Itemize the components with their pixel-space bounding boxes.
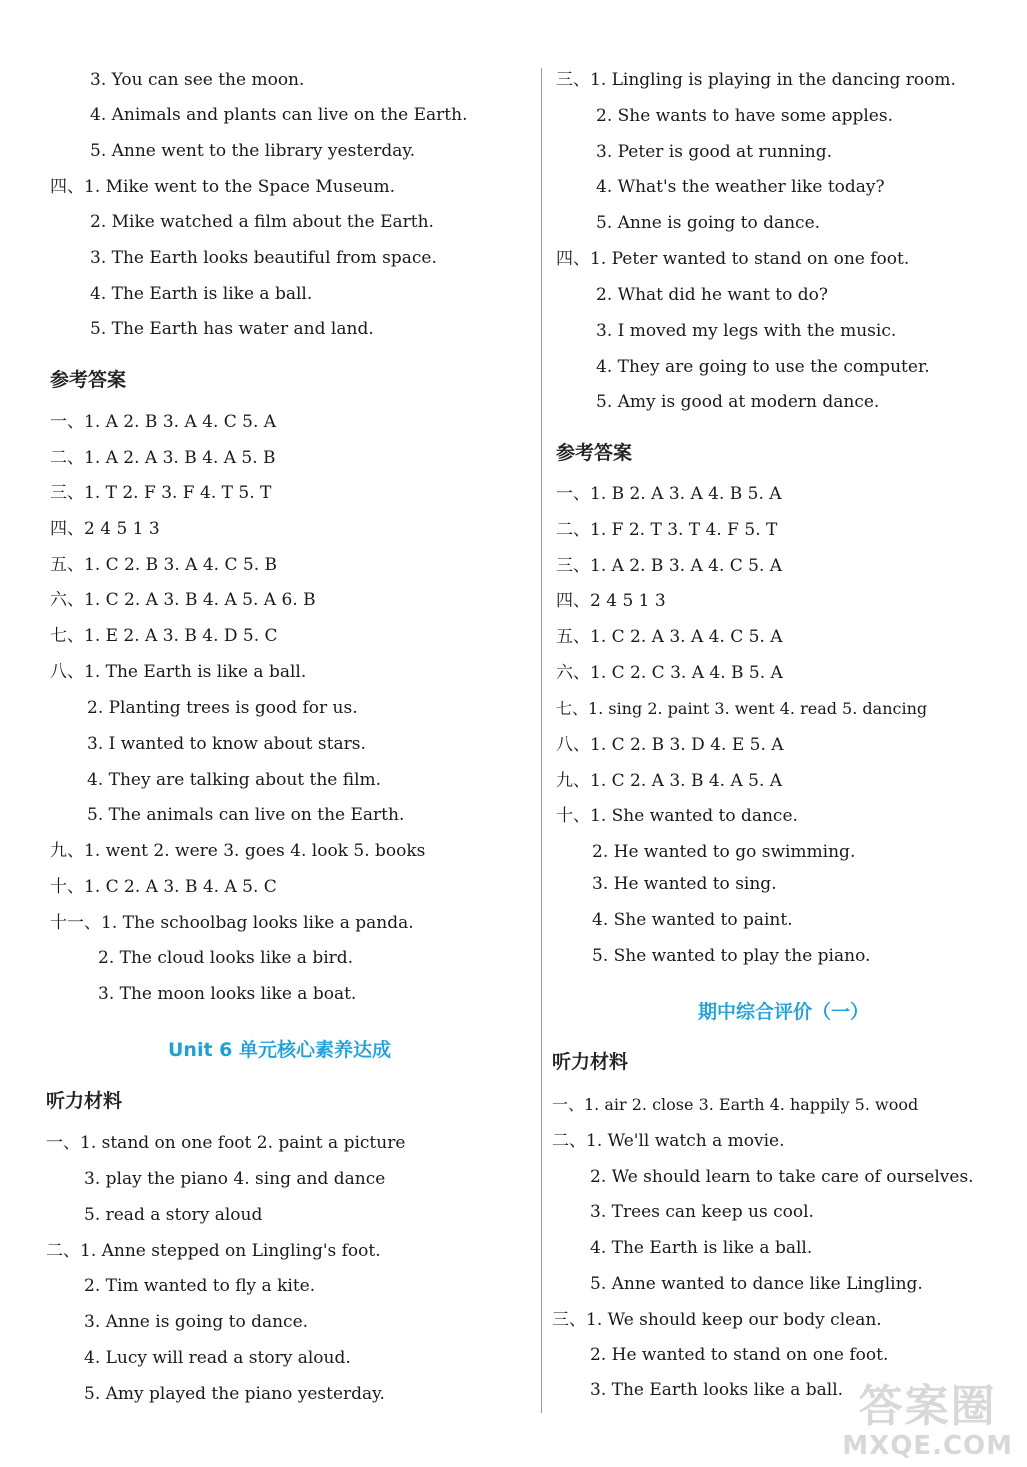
answer-line: 十一、1. The schoolbag looks like a panda. <box>50 913 414 933</box>
text-line: 3. play the piano 4. sing and dance <box>84 1169 386 1189</box>
answer-line: 4. She wanted to paint. <box>592 910 793 930</box>
text-line: 4. They are going to use the computer. <box>596 357 930 377</box>
answer-line: 3. I wanted to know about stars. <box>87 734 366 754</box>
answer-line: 八、1. The Earth is like a ball. <box>50 662 307 682</box>
text-line: 2. Tim wanted to fly a kite. <box>84 1276 316 1296</box>
unit-title: Unit 6 单元核心素养达成 <box>168 1039 391 1061</box>
text-line: 5. Anne went to the library yesterday. <box>90 141 416 161</box>
answer-line: 5. She wanted to play the piano. <box>592 946 871 966</box>
text-line: 三、1. Lingling is playing in the dancing room. <box>556 70 956 90</box>
answer-line: 三、1. A 2. B 3. A 4. C 5. A <box>556 556 783 576</box>
text-line: 3. Peter is good at running. <box>596 142 832 162</box>
text-line: 二、1. Anne stepped on Lingling's foot. <box>46 1241 381 1261</box>
answer-line: 五、1. C 2. A 3. A 4. C 5. A <box>556 627 783 647</box>
text-line: 四、1. Mike went to the Space Museum. <box>50 177 396 197</box>
text-line: 一、1. stand on one foot 2. paint a picture <box>46 1133 406 1153</box>
answer-line: 八、1. C 2. B 3. D 4. E 5. A <box>556 735 784 755</box>
answer-line: 七、1. E 2. A 3. B 4. D 5. C <box>50 626 278 646</box>
answer-line: 四、2 4 5 1 3 <box>50 519 160 539</box>
section-heading-answers: 参考答案 <box>50 369 127 391</box>
answer-line: 一、1. A 2. B 3. A 4. C 5. A <box>50 412 277 432</box>
text-line: 三、1. We should keep our body clean. <box>552 1310 882 1330</box>
answer-line: 九、1. went 2. were 3. goes 4. look 5. books <box>50 841 426 861</box>
text-line: 4. The Earth is like a ball. <box>590 1238 813 1258</box>
watermark-url: MXQE.COM <box>842 1431 1013 1461</box>
text-line: 5. Anne wanted to dance like Lingling. <box>590 1274 923 1294</box>
section-heading-listening: 听力材料 <box>46 1090 123 1112</box>
text-line: 4. Lucy will read a story aloud. <box>84 1348 351 1368</box>
text-line: 2. She wants to have some apples. <box>596 106 893 126</box>
answer-line: 3. He wanted to sing. <box>592 874 777 894</box>
section-heading-answers: 参考答案 <box>556 442 633 464</box>
answer-line: 六、1. C 2. A 3. B 4. A 5. A 6. B <box>50 590 316 610</box>
answer-line: 十、1. C 2. A 3. B 4. A 5. C <box>50 877 277 897</box>
section-heading-listening: 听力材料 <box>552 1051 629 1073</box>
text-line: 5. The Earth has water and land. <box>90 319 374 339</box>
text-line: 一、1. air 2. close 3. Earth 4. happily 5. wood <box>552 1095 919 1114</box>
text-line: 5. Anne is going to dance. <box>596 213 821 233</box>
answer-line: 5. The animals can live on the Earth. <box>87 805 405 825</box>
text-line: 2. What did he want to do? <box>596 285 829 305</box>
text-line: 2. We should learn to take care of ourselves. <box>590 1167 974 1187</box>
answer-line: 九、1. C 2. A 3. B 4. A 5. A <box>556 771 783 791</box>
text-line: 二、1. We'll watch a movie. <box>552 1131 785 1151</box>
text-line: 5. Amy played the piano yesterday. <box>84 1384 385 1404</box>
midterm-title: 期中综合评价（一） <box>698 1001 870 1023</box>
text-line: 2. He wanted to stand on one foot. <box>590 1345 889 1365</box>
text-line: 3. The Earth looks beautiful from space. <box>90 248 437 268</box>
text-line: 3. You can see the moon. <box>90 70 305 90</box>
text-line: 5. Amy is good at modern dance. <box>596 392 880 412</box>
text-line: 4. Animals and plants can live on the Earth. <box>90 105 468 125</box>
text-line: 3. I moved my legs with the music. <box>596 321 897 341</box>
answer-line: 3. The moon looks like a boat. <box>98 984 357 1004</box>
text-line: 5. read a story aloud <box>84 1205 263 1225</box>
text-line: 2. Mike watched a film about the Earth. <box>90 212 434 232</box>
answer-line: 五、1. C 2. B 3. A 4. C 5. B <box>50 555 278 575</box>
text-line: 4. The Earth is like a ball. <box>90 284 313 304</box>
answer-line: 二、1. F 2. T 3. T 4. F 5. T <box>556 520 778 540</box>
answer-line: 4. They are talking about the film. <box>87 770 382 790</box>
answer-line: 七、1. sing 2. paint 3. went 4. read 5. dancing <box>556 699 928 718</box>
text-line: 3. Trees can keep us cool. <box>590 1202 814 1222</box>
answer-line: 二、1. A 2. A 3. B 4. A 5. B <box>50 448 276 468</box>
answer-line: 十、1. She wanted to dance. <box>556 806 798 826</box>
answer-line: 三、1. T 2. F 3. F 4. T 5. T <box>50 483 272 503</box>
answer-line: 六、1. C 2. C 3. A 4. B 5. A <box>556 663 783 683</box>
column-divider <box>541 68 542 1413</box>
text-line: 四、1. Peter wanted to stand on one foot. <box>556 249 910 269</box>
text-line: 3. Anne is going to dance. <box>84 1312 309 1332</box>
answer-line: 一、1. B 2. A 3. A 4. B 5. A <box>556 484 782 504</box>
watermark-title: 答案圈 <box>858 1381 997 1432</box>
text-line: 3. The Earth looks like a ball. <box>590 1380 844 1400</box>
answer-line: 2. The cloud looks like a bird. <box>98 948 354 968</box>
text-line: 4. What's the weather like today? <box>596 177 885 197</box>
answer-line: 2. Planting trees is good for us. <box>87 698 358 718</box>
watermark-logo <box>842 1383 1013 1461</box>
answer-line: 四、2 4 5 1 3 <box>556 591 666 611</box>
answer-line: 2. He wanted to go swimming. <box>592 842 856 862</box>
